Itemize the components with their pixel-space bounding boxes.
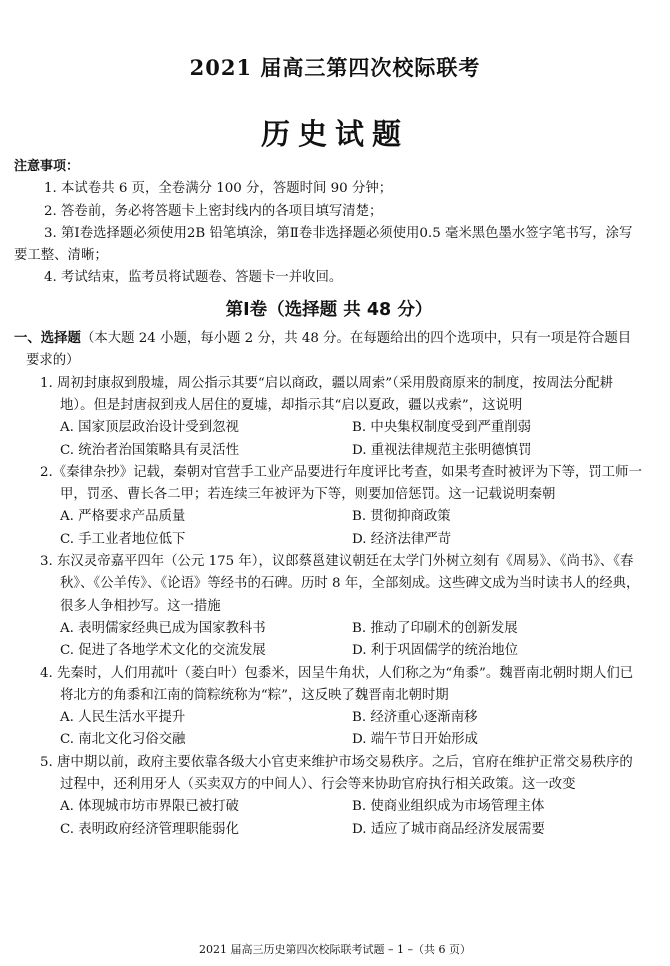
option: A. 严格要求产品质量 [60,509,186,525]
part-heading [14,328,644,373]
option: B. 中央集权制度受到严重削弱 [352,420,532,436]
options [14,707,644,752]
option: D. 利于巩固儒学的统治地位 [352,643,519,659]
option: C. 南北文化习俗交融 [60,732,186,748]
options [14,506,644,551]
note-item: 2. 答卷前，务必将答题卡上密封线内的各项目填写清楚； [44,203,383,219]
part-instruction: （本大题 24 小题，每小题 2 分，共 48 分。在每题给出的四个选项中，只有一项是符合题目要求的） [26,331,632,369]
section-title: 第Ⅰ卷（选择题 共 48 分） [225,299,433,320]
question-stem: 4. 先秦时，人们用菰叶（菱白叶）包黍米，因呈牛角状，人们称之为“角黍”。魏晋南北朝时期人们已将北方的角黍和江南的筒粽统称为“粽”，这反映了魏晋南北朝时期 [40,665,634,703]
option: A. 表明儒家经典已成为国家教科书 [60,620,266,636]
option: B. 贯彻抑商政策 [352,509,451,525]
question [14,663,644,752]
note-item: 4. 考试结束，监考员将试题卷、答题卡一并收回。 [44,270,343,286]
option: B. 使商业组织成为市场管理主体 [352,799,545,815]
question-stem: 1. 周初封康叔到殷墟，周公指示其要“启以商政，疆以周索”（采用殷商原来的制度，按周法分配耕地）。但是封唐叔到戎人居住的夏墟，却指示其“启以夏政，疆以戎索”，这说明 [40,375,614,413]
option: D. 适应了城市商品经济发展需要 [352,821,545,837]
question [14,551,644,662]
page-footer: 2021 届高三历史第四次校际联考试题 – 1 –（共 6 页） [199,943,471,956]
option: D. 端午节日开始形成 [352,732,478,748]
exam-content [14,156,644,841]
option: A. 体现城市坊市界限已被打破 [60,799,239,815]
question [14,752,644,841]
question-stem: 3. 东汉灵帝嘉平四年（公元 175 年），议郎蔡邕建议朝廷在太学门外树立刻有《周易》、《尚书》、《春秋》、《公羊传》、《论语》等经书的石碑。历时 8 年，全部刻成。这些碑文成为当时读书人的经典，很多人争相抄写。这一措施 [40,554,640,614]
option: A. 人民生活水平提升 [60,710,186,726]
question-stem: 5. 唐中期以前，政府主要依靠各级大小官吏来维护市场交易秩序。之后，官府在维护正常交易秩序的过程中，还利用牙人（买卖双方的中间人）、行会等来协助官府执行相关政策。这一改变 [40,754,633,793]
option: C. 表明政府经济管理职能弱化 [60,821,239,837]
question [14,462,644,551]
options [14,796,644,841]
note-item: 1. 本试卷共 6 页，全卷满分 100 分，答题时间 90 分钟； [44,181,393,197]
option: B. 经济重心逐渐南移 [352,710,478,726]
option: C. 统治者治国策略具有灵活性 [60,442,239,458]
options [14,618,644,663]
option: A. 国家顶层政治设计受到忽视 [60,420,239,436]
options [14,417,644,462]
exam-title: 2021 届高三第四次校际联考 [189,55,481,80]
option: D. 重视法律规范主张明德慎罚 [352,442,532,458]
option: C. 手工业者地位低下 [60,531,186,547]
option: C. 促进了各地学术文化的交流发展 [60,643,266,659]
option: B. 推动了印刷术的创新发展 [352,620,518,636]
option: D. 经济法律严苛 [352,531,452,547]
question [14,373,644,462]
subject-title: 历史试题 [260,117,409,151]
part-label: 一、选择题 [14,331,81,347]
notes-heading: 注意事项： [14,159,80,174]
question-stem: 2.《秦律杂抄》记载，秦朝对官营手工业产品要进行年度评比考查，如果考查时被评为下等，罚工师一甲，罚丞、曹长各二甲；若连续三年被评为下等，则要加倍惩罚。这一记载说明秦朝 [40,464,642,503]
note-item: 3. 第Ⅰ卷选择题必须使用2B 铅笔填涂，第Ⅱ卷非选择题必须使用0.5 毫米黑色墨水签字笔书写，涂写要工整、清晰； [14,225,633,264]
